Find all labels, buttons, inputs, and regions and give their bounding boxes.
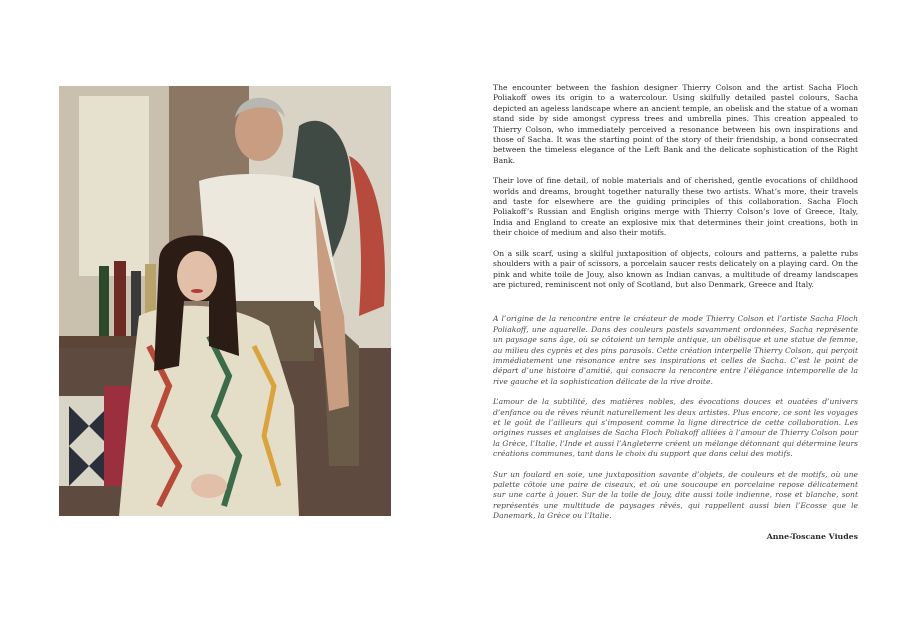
section-spacer bbox=[493, 300, 858, 314]
english-paragraph-1: The encounter between the fashion designer Thierry Colson and the artist Sacha Floch Poliakoff owes its origin to a watercolour. Using skilfully detailed pastel colours, Sacha depicted an ageless landscape where an ancient temple, an obelisk and the statue of a woman stand side by side amongst cypress trees and umbrella pines. This creation appealed to Thierry Colson, who immediately perceived a resonance between his own inspirations and those of Sacha. It was the starting point of the story of their friendship, a bond consecrated between the timeless elegance of the Left Bank and the delicate sophistication of the Right Bank. bbox=[493, 83, 858, 165]
portrait-illustration bbox=[59, 86, 391, 516]
french-paragraph-1: A l’origine de la rencontre entre le créateur de mode Thierry Colson et l’artiste Sacha Floch Poliakoff, une aquarelle. Dans des couleurs pastels savamment ordonnées, Sacha représente un paysage sans âge, où se côtoient un temple antique, un obélisque et une statue de femme, au milieu des cyprès et des pins parasols. Cette création interpelle Thierry Colson, qui perçoit immédiatement une résonance entre ses inspirations et celles de Sacha. C’est le point de départ d’une histoire d’amitié, qui consacre la rencontre entre l’élégance intemporelle de la rive gauche et la sophistication délicate de la rive droite. bbox=[493, 314, 858, 386]
english-paragraph-2: Their love of fine detail, of noble materials and of cherished, gentle evocations of childhood worlds and dreams, brought together naturally these two artists. What’s more, their travels and taste for elsewhere are the guiding principles of this collaboration. Sacha Floch Poliakoff’s Russian and English origins merge with Thierry Colson’s love of Greece, Italy, India and England to create an explosive mix that determines their joint creations, both in their choice of medium and also their motifs. bbox=[493, 176, 858, 238]
french-paragraph-2: L’amour de la subtilité, des matières nobles, des évocations douces et ouatées d’univers d’enfance ou de rêves réunit naturellement les deux artistes. Plus encore, ce sont les voyages et le goût de l’ailleurs qui s’imposent comme la ligne directrice de cette collaboration. Les origines russes et anglaises de Sacha Floch Poliakoff alliées à l’amour de Thierry Colson pour la Grèce, l’Italie, l’Inde et aussi l’Angleterre créent un mélange détonnant qui détermine leurs créations communes, tant dans le choix du support que dans celui des motifs. bbox=[493, 397, 858, 459]
article-text bbox=[493, 83, 858, 542]
portrait-photo bbox=[59, 86, 391, 516]
french-paragraph-3: Sur un foulard en soie, une juxtaposition savante d’objets, de couleurs et de motifs, où une palette côtoie une paire de ciseaux, et où une soucoupe en porcelaine repose délicatement sur une carte à jouer. Sur de la toile de Jouy, dite aussi toile indienne, rose et blanche, sont représentés une multitude de paysages rêvés, qui rappellent aussi bien l’Ecosse que le Danemark, la Grèce ou l’Italie. bbox=[493, 469, 858, 521]
author-signature: Anne-Toscane Viudes bbox=[766, 531, 858, 541]
english-paragraph-3: On a silk scarf, using a skilful juxtaposition of objects, colours and patterns, a palette rubs shoulders with a pair of scissors, a porcelain saucer rests delicately on a playing card. On the pink and white toile de Jouy, also known as Indian canvas, a multitude of dreamy landscapes are pictured, reminiscent not only of Scotland, but also Denmark, Greece and Italy. bbox=[493, 248, 858, 289]
